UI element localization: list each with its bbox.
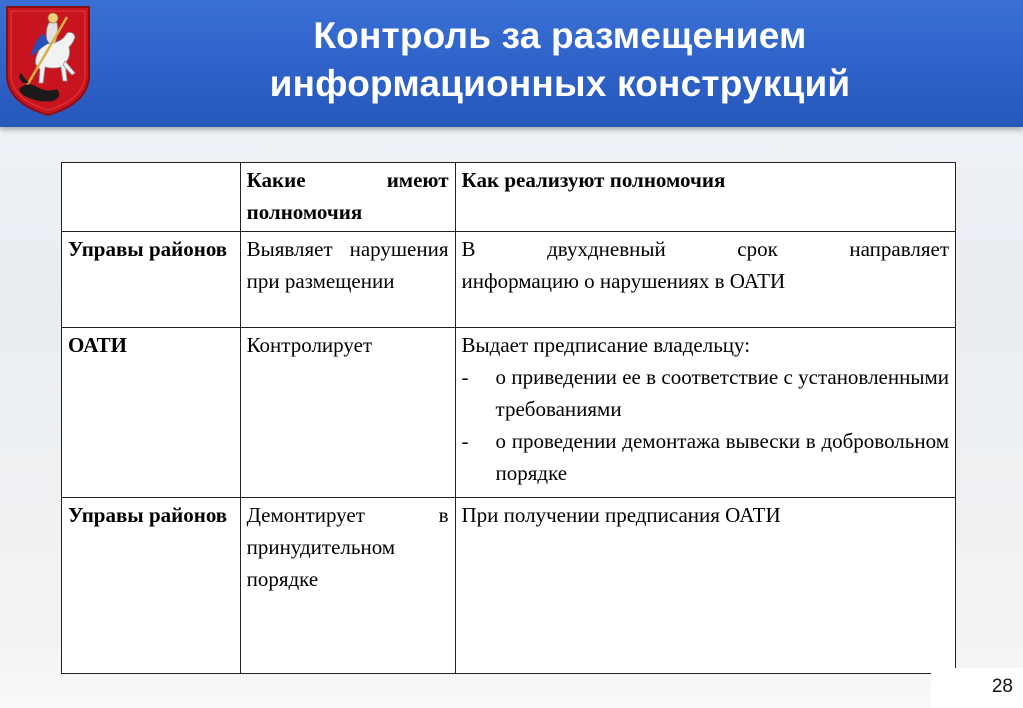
list-item-text: о проведении демонтажа вывески в добровольном порядке bbox=[495, 429, 949, 485]
authority-table bbox=[61, 162, 956, 674]
row-3-powers bbox=[240, 498, 455, 674]
row-2-who: ОАТИ bbox=[62, 328, 241, 498]
row-1-how bbox=[455, 232, 955, 328]
moscow-coat-of-arms-icon bbox=[3, 3, 93, 118]
row-1-how-line-2: информацию о нарушениях в ОАТИ bbox=[461, 269, 786, 293]
table-row bbox=[62, 328, 956, 498]
page-title bbox=[150, 12, 970, 108]
page-number-box bbox=[931, 668, 1023, 708]
table-row bbox=[62, 498, 956, 674]
header-cell-powers bbox=[240, 163, 455, 232]
list-item bbox=[462, 425, 949, 489]
header-cell-how: Как реализуют полномочия bbox=[455, 163, 955, 232]
list-item bbox=[462, 361, 949, 425]
row-1-powers-text: Выявляет нарушения при размещении bbox=[246, 237, 449, 293]
page-number: 28 bbox=[991, 676, 1013, 697]
row-3-how: При получении предписания ОАТИ bbox=[455, 498, 955, 674]
list-item-marker: - bbox=[461, 365, 469, 389]
header-cell-empty bbox=[62, 163, 241, 232]
title-line-1: Контроль за размещением bbox=[313, 15, 807, 56]
row-1-who: Управы районов bbox=[62, 232, 241, 328]
row-2-powers: Контролирует bbox=[240, 328, 455, 498]
row-3-who: Управы районов bbox=[62, 498, 241, 674]
row-1-powers bbox=[240, 232, 455, 328]
row-2-how-intro: Выдает предписание владельцу: bbox=[461, 333, 751, 357]
table-header-row bbox=[62, 163, 956, 232]
row-2-how bbox=[455, 328, 955, 498]
list-item-text: о приведении ее в соответствие с установленными требованиями bbox=[495, 365, 949, 421]
header-powers-text: Какие имеют полномочия bbox=[246, 168, 449, 224]
row-3-powers-text: Демонтирует в принудительном порядке bbox=[246, 503, 449, 591]
list-item-marker: - bbox=[461, 429, 469, 453]
row-1-how-line-1: В двухдневный срок направляет bbox=[461, 237, 949, 261]
table-row bbox=[62, 232, 956, 328]
header-bar bbox=[0, 0, 1023, 127]
title-line-2: информационных конструкций bbox=[269, 63, 851, 104]
